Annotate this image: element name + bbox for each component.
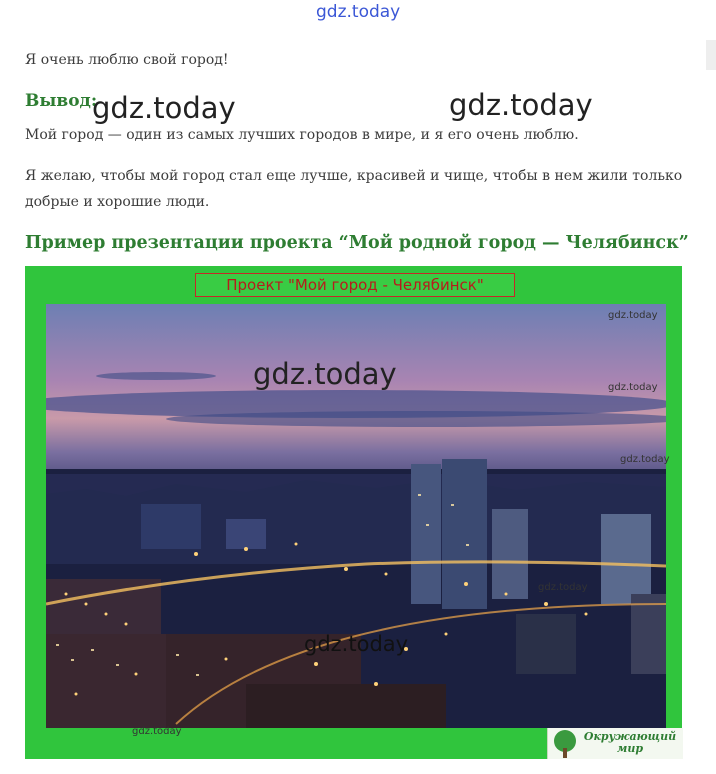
watermark-overlay: gdz.today — [608, 382, 658, 393]
scrollbar[interactable] — [706, 40, 716, 70]
logo-line: Окружающий — [583, 730, 677, 743]
okruzhayushchiy-mir-logo — [547, 728, 683, 759]
watermark-overlay: gdz.today — [608, 310, 658, 321]
conclusion-text: Мой город — один из самых лучших городов в мире, и я его очень люблю. — [25, 127, 579, 143]
watermark-overlay: gdz.today — [253, 357, 397, 391]
conclusion-heading: Вывод: — [25, 91, 98, 111]
tree-icon — [550, 728, 580, 758]
love-paragraph: Я очень люблю свой город! — [25, 52, 229, 68]
watermark-top: gdz.today — [316, 2, 401, 22]
watermark-overlay: gdz.today — [92, 91, 236, 125]
logo-line: мир — [616, 742, 644, 755]
logo-label — [580, 731, 680, 755]
wish-text-line: добрые и хорошие люди. — [25, 194, 210, 210]
example-heading: Пример презентации проекта “Мой родной город — Челябинск” — [25, 233, 689, 253]
watermark-overlay: gdz.today — [132, 726, 182, 737]
slide-title: Проект "Мой город - Челябинск" — [195, 273, 515, 297]
presentation-slide — [25, 266, 682, 759]
watermark-overlay: gdz.today — [538, 582, 588, 593]
watermark-overlay: gdz.today — [620, 454, 670, 465]
watermark-overlay: gdz.today — [304, 632, 409, 656]
wish-text-line: Я желаю, чтобы мой город стал еще лучше, красивей и чище, чтобы в нем жили только — [25, 168, 683, 184]
watermark-overlay: gdz.today — [449, 88, 593, 122]
